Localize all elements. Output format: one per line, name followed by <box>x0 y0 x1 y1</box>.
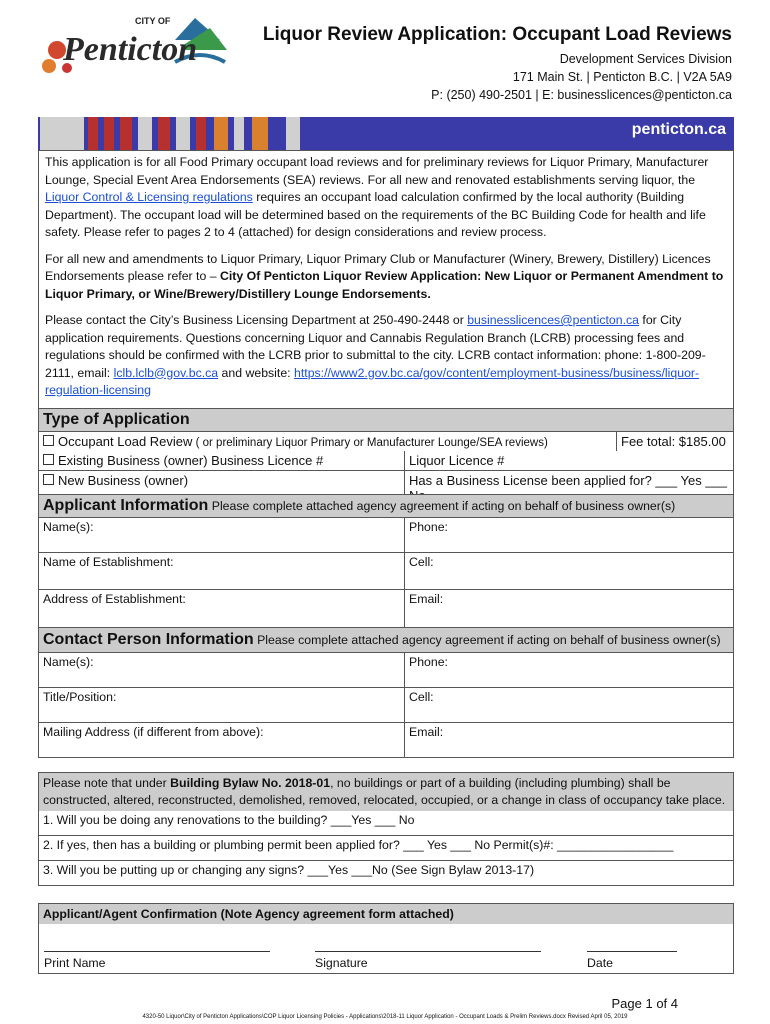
division: Development Services Division <box>559 52 732 66</box>
contact-cell-field[interactable]: Cell: <box>409 690 434 704</box>
type-of-application-section: Type of Application Occupant Load Review ( or preliminary Liquor Primary or Manufacturer Lounge/SEA reviews) Fee total: $185.00 Existing Business (owner) Business Licence # Liquor Licence # New Business (owner) Has a Business License been applied for? ___ Yes ___ <box>38 409 734 506</box>
print-name-line[interactable] <box>44 951 270 952</box>
licensing-email-link[interactable]: businesslicences@penticton.ca <box>467 313 639 327</box>
existing-business-checkbox[interactable] <box>43 454 54 465</box>
business-license-applied: Has a Business License been applied for? ___ Yes ___ <box>409 473 728 488</box>
lcrb-website-link[interactable]: https://www2.gov.bc.ca/gov/content/employment-business/business/liquor-regulation-licensing <box>45 365 700 397</box>
establishment-address-field[interactable]: Address of Establishment: <box>39 590 405 635</box>
logo-name: Penticton <box>63 31 198 68</box>
site-name: penticton.ca <box>631 121 726 138</box>
intro-paragraph-2: For all new and amendments to Liquor Primary, Liquor Primary Club or Manufacturer (Winery, Brewery, Distillery) Licences Endorsements please refer to – City Of Penticton Liquor Review Application: New Liquor or Permanent Amendment to Liquor Primary, or Wine/Brewery/Distillery Lounge Endorsements. <box>45 251 724 301</box>
applicant-cell-field[interactable]: Cell: <box>409 555 434 569</box>
fee-total: Fee total: $185.00 <box>621 434 726 449</box>
page-number: Page 1 of 4 <box>611 996 678 1011</box>
city-logo <box>35 10 230 82</box>
page-title: Liquor Review Application: Occupant Load Reviews <box>262 24 732 45</box>
question-1[interactable]: 1. Will you be doing any renovations to the building? ___Yes ___ No <box>43 813 415 827</box>
mailing-address-field[interactable]: Mailing Address (if different from above): <box>39 723 405 757</box>
contact-section: Contact Person Information Please complete attached agency agreement if acting on behalf of business owner(s) Name(s): Phone: Title/Position: Cell: Mailing Address (if different from above): Email: <box>38 627 734 758</box>
print-name-label: Print Name <box>44 956 106 970</box>
intro-box <box>38 150 734 409</box>
signature-line[interactable] <box>315 951 541 952</box>
contact-heading: Contact Person Information <box>43 631 254 648</box>
question-3[interactable]: 3. Will you be putting up or changing any signs? ___Yes ___No (See Sign Bylaw 2013-17) <box>39 860 733 885</box>
address: 171 Main St. | Penticton B.C. | V2A 5A9 <box>512 70 732 84</box>
logo-city-of: CITY OF <box>135 16 171 26</box>
contact-email-field[interactable]: Email: <box>409 725 444 739</box>
file-path: 4320-50 Liquor\City of Penticton Applications\COP Liquor Licensing Policies - Applications\2018-11 Liquor Application - Occupant Loads & Prelim Reviews.docx Revised April 05, 2019 <box>142 1014 628 1020</box>
confirmation-section <box>38 903 734 974</box>
intro-paragraph-3: Please contact the City’s Business Licensing Department at 250-490-2448 or businesslicences@penticton.ca for City application requirements. Questions concerning Liquor and Cannabis Regulation Branch (LCRB) processing fees and regulations should be confirmed with the LCRB prior to submittal to the city. LCRB contact information: phone: 1-800-209-2111, email: lclb.lclb@gov.bc.ca and website: https://www2.gov.bc.ca/gov/content/employment-business/business/liquor-regulation-licensing <box>45 313 706 397</box>
new-business-checkbox[interactable] <box>43 474 54 485</box>
header-banner <box>38 117 734 150</box>
applicant-names-field[interactable]: Name(s): <box>39 518 405 552</box>
date-line[interactable] <box>587 951 677 952</box>
date-label: Date <box>587 956 613 970</box>
header <box>263 24 732 104</box>
lcrb-email-link[interactable]: lclb.lclb@gov.bc.ca <box>113 365 219 380</box>
contact-title-field[interactable]: Title/Position: <box>39 688 405 722</box>
bylaw-section <box>38 772 734 886</box>
establishment-name-field[interactable]: Name of Establishment: <box>39 553 405 589</box>
lcrb-regulations-link[interactable]: Liquor Control & Licensing regulations <box>45 190 253 204</box>
applicant-email-field[interactable]: Email: <box>409 592 444 606</box>
question-2[interactable]: 2. If yes, then has a building or plumbing permit been applied for? ___ Yes ___ No Permit(s)#: _________________ <box>39 835 733 860</box>
signature-label: Signature <box>315 956 368 970</box>
confirmation-heading: Applicant/Agent Confirmation (Note Agency agreement form attached) <box>39 903 733 924</box>
intro-paragraph-1: This application is for all Food Primary occupant load reviews and for preliminary reviews for Liquor Primary, Manufacturer Lounge, Special Event Area Endorsements (SEA) reviews. For all new and renovated establishments serving liquor, the Liquor Control & Licensing regulations requires an occupant load calculation confirmed by the local authority (Building Department). The occupant load will be determined based on the requirements of the BC Building Code for health and life safety. Please refer to pages 2 to 4 (attached) for design considerations and review process. <box>45 155 709 239</box>
type-heading: Type of Application <box>43 411 190 428</box>
liquor-licence-field[interactable]: Liquor Licence # <box>409 453 505 468</box>
applicant-phone-field[interactable]: Phone: <box>409 520 448 534</box>
bylaw-notice: Please note that under Building Bylaw No. 2018-01, no buildings or part of a building (including plumbing) shall be constructed, altered, reconstructed, demolished, removed, relocated, occupied, or a change in class of occupancy take place. <box>39 772 733 811</box>
occupant-load-checkbox[interactable] <box>43 435 54 446</box>
contact-line: P: (250) 490-2501 | E: businesslicences@penticton.ca <box>431 88 732 102</box>
applicant-section: Applicant Information Please complete attached agency agreement if acting on behalf of business owner(s) Name(s): Phone: Name of Establishment: Cell: Address of Establishment: Email: <box>38 494 734 636</box>
contact-names-field[interactable]: Name(s): <box>39 653 405 687</box>
contact-phone-field[interactable]: Phone: <box>409 655 448 669</box>
applicant-heading: Applicant Information <box>43 497 209 514</box>
